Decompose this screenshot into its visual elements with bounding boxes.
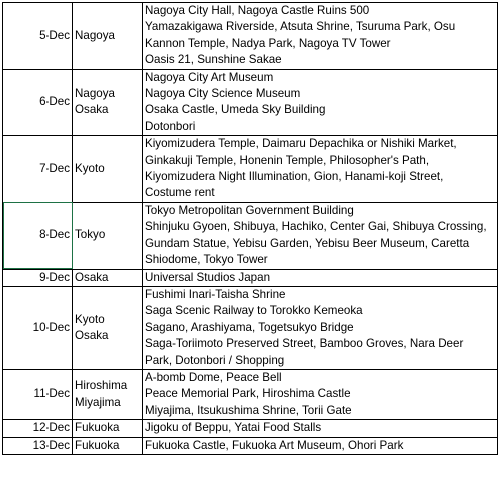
activity-line: Miyajima, Itsukushima Shrine, Torii Gate <box>145 403 352 417</box>
activity-line: Kiyomizudera Night Illumination, Gion, Hanami-koji Street, <box>145 170 444 184</box>
city-name: Nagoya <box>75 87 115 101</box>
city-name: Osaka <box>75 103 109 117</box>
activity-line: Costume rent <box>145 186 215 200</box>
city-name: Kyoto <box>75 312 105 326</box>
table-row <box>3 136 498 203</box>
activity-line: Yamazakigawa Riverside, Atsuta Shrine, Tsuruma Park, Osu <box>145 20 456 34</box>
activities-cell[interactable] <box>143 369 498 419</box>
activity-line: Sagano, Arashiyama, Togetsukyo Bridge <box>145 320 354 334</box>
activity-line: Nagoya City Science Museum <box>145 87 301 101</box>
activity-line: Oasis 21, Sunshine Sakae <box>145 53 282 67</box>
date-cell[interactable]: 11-Dec <box>3 369 73 419</box>
city-name: Osaka <box>75 328 109 342</box>
activity-line: Jigoku of Beppu, Yatai Food Stalls <box>145 421 322 435</box>
city-cell[interactable] <box>73 69 143 136</box>
activity-line: Saga-Toriimoto Preserved Street, Bamboo Groves, Nara Deer <box>145 337 464 351</box>
date-cell[interactable]: 8-Dec <box>3 202 73 269</box>
activity-line: A-bomb Dome, Peace Bell <box>145 370 282 384</box>
activities-cell[interactable] <box>143 3 498 70</box>
activity-line: Shinjuku Gyoen, Shibuya, Hachiko, Center Gai, Shibuya Crossing, <box>145 220 487 234</box>
activity-line: Dotonbori <box>145 119 196 133</box>
activity-line: Kiyomizudera Temple, Daimaru Depachika or Nishiki Market, <box>145 137 457 151</box>
activity-line: Peace Memorial Park, Hiroshima Castle <box>145 387 351 401</box>
city-cell[interactable] <box>73 3 143 70</box>
activities-cell[interactable] <box>143 286 498 369</box>
activity-line: Kannon Temple, Nadya Park, Nagoya TV Tower <box>145 36 391 50</box>
city-cell[interactable] <box>73 369 143 419</box>
activity-line: Nagoya City Art Museum <box>145 70 274 84</box>
itinerary-table-body <box>3 3 498 455</box>
activity-line: Nagoya City Hall, Nagoya Castle Ruins 500 <box>145 4 370 17</box>
date-cell[interactable]: 5-Dec <box>3 3 73 70</box>
city-cell[interactable] <box>73 202 143 269</box>
city-name: Fukuoka <box>75 438 120 452</box>
activity-line: Osaka Castle, Umeda Sky Building <box>145 103 326 117</box>
activity-line: Tokyo Metropolitan Government Building <box>145 203 354 217</box>
city-cell[interactable] <box>73 136 143 203</box>
activities-cell[interactable] <box>143 269 498 286</box>
activity-line: Fushimi Inari-Taisha Shrine <box>145 287 286 301</box>
table-row <box>3 202 498 269</box>
date-cell[interactable]: 13-Dec <box>3 437 73 454</box>
activity-line: Fukuoka Castle, Fukuoka Art Museum, Ohori Park <box>145 438 404 452</box>
city-name: Miyajima <box>75 395 121 409</box>
activity-line: Shiodome, Tokyo Tower <box>145 253 268 267</box>
itinerary-table <box>2 2 498 455</box>
table-row <box>3 269 498 286</box>
city-cell[interactable] <box>73 286 143 369</box>
activities-cell[interactable] <box>143 420 498 437</box>
table-row <box>3 286 498 369</box>
table-row <box>3 420 498 437</box>
activities-cell[interactable] <box>143 437 498 454</box>
activity-line: Saga Scenic Railway to Torokko Kemeoka <box>145 304 363 318</box>
table-row <box>3 369 498 419</box>
table-row <box>3 437 498 454</box>
date-cell[interactable]: 12-Dec <box>3 420 73 437</box>
date-cell[interactable]: 7-Dec <box>3 136 73 203</box>
table-row <box>3 3 498 70</box>
city-name: Kyoto <box>75 161 105 175</box>
city-name: Hiroshima <box>75 379 128 393</box>
activity-line: Park, Dotonbori / Shopping <box>145 353 285 367</box>
city-name: Tokyo <box>75 228 106 242</box>
city-cell[interactable] <box>73 269 143 286</box>
activity-line: Gundam Statue, Yebisu Garden, Yebisu Beer Museum, Caretta <box>145 236 470 250</box>
activity-line: Ginkakuji Temple, Honenin Temple, Philosopher's Path, <box>145 153 430 167</box>
spreadsheet-sheet <box>2 2 497 455</box>
date-cell[interactable]: 10-Dec <box>3 286 73 369</box>
activity-line: Universal Studios Japan <box>145 270 271 284</box>
table-row <box>3 69 498 136</box>
activities-cell[interactable] <box>143 136 498 203</box>
activities-cell[interactable] <box>143 202 498 269</box>
city-name: Nagoya <box>75 28 115 42</box>
city-cell[interactable] <box>73 420 143 437</box>
city-name: Osaka <box>75 270 109 284</box>
date-cell[interactable]: 6-Dec <box>3 69 73 136</box>
date-cell[interactable]: 9-Dec <box>3 269 73 286</box>
activities-cell[interactable] <box>143 69 498 136</box>
city-cell[interactable] <box>73 437 143 454</box>
city-name: Fukuoka <box>75 421 120 435</box>
